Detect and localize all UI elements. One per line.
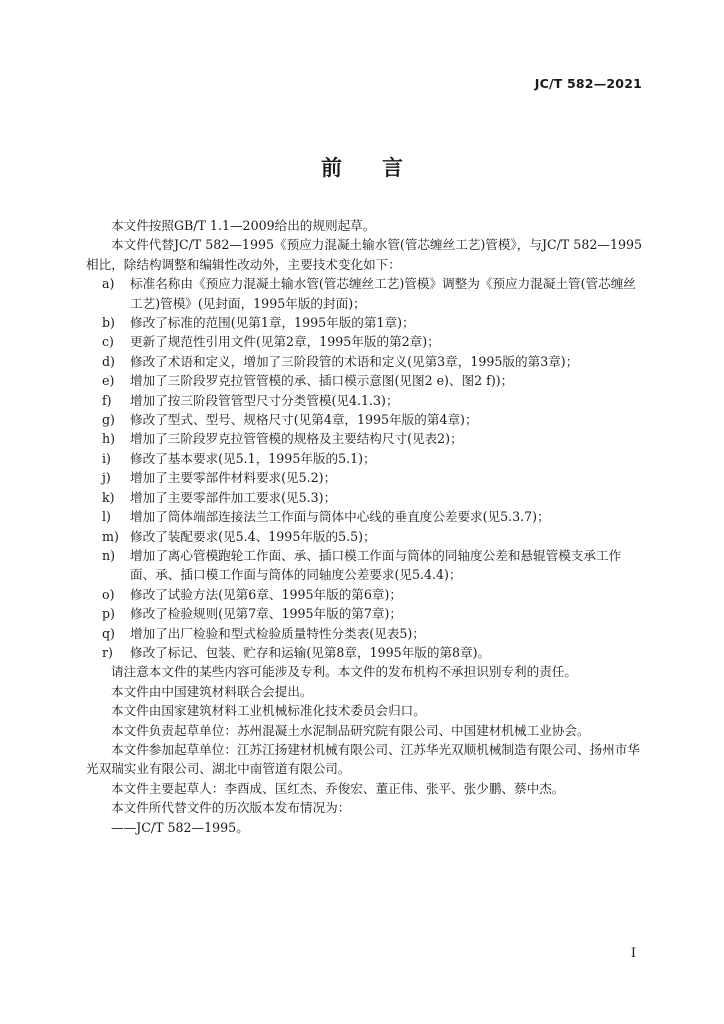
page-title bbox=[0, 152, 724, 182]
list-item bbox=[86, 643, 646, 662]
list-item bbox=[86, 546, 646, 585]
list-item-text: 修改了标记、包装、贮存和运输(见第8章，1995年版的第8章)。 bbox=[130, 644, 491, 660]
list-item-text: 增加了筒体端部连接法兰工作面与筒体中心线的垂直度公差要求(见5.3.7)； bbox=[130, 509, 550, 525]
list-item-text: 修改了试验方法(见第6章、1995年版的第6章)； bbox=[130, 586, 402, 602]
list-item-text: 增加了三阶段罗克拉管管模的承、插口模示意图(见图2 e)、图2 f))； bbox=[130, 373, 514, 389]
list-item bbox=[86, 585, 646, 604]
list-item-label: m) bbox=[102, 528, 119, 544]
list-item-text: 修改了型式、型号、规格尺寸(见第4章，1995年版的第4章)； bbox=[130, 412, 478, 428]
title-char-2: 言 bbox=[382, 156, 403, 180]
standard-number: JC/T 582—2021 bbox=[534, 76, 642, 91]
list-item bbox=[86, 507, 646, 526]
list-item bbox=[86, 313, 646, 332]
list-item-label: f) bbox=[102, 392, 112, 408]
list-item-text: 修改了装配要求(见5.4、1995年版的5.5)； bbox=[130, 528, 376, 544]
page-number: I bbox=[630, 946, 636, 961]
list-item-text: 增加了主要零部件材料要求(见5.2)； bbox=[130, 470, 337, 486]
list-item bbox=[86, 604, 646, 623]
list-item bbox=[86, 468, 646, 487]
list-item-label: l) bbox=[102, 509, 111, 525]
list-item-label: p) bbox=[102, 606, 115, 622]
list-item-text: 增加了离心管模跑轮工作面、承、插口模工作面与筒体的同轴度公差和悬辊管模支承工作面、承、插口模工作面与筒体的同轴度公差要求(见5.4.4)； bbox=[130, 547, 622, 583]
list-item bbox=[86, 391, 646, 410]
main-drafters: 本文件主要起草人：李酉成、匡红杰、乔俊宏、董正伟、张平、张少鹏、蔡中杰。 bbox=[111, 780, 565, 796]
version-history-item: ——JC/T 582—1995。 bbox=[111, 819, 249, 835]
list-item-text: 修改了术语和定义，增加了三阶段管的术语和定义(见第3章，1995版的第3章)； bbox=[130, 353, 579, 369]
list-item-label: a) bbox=[102, 276, 115, 292]
list-item-label: n) bbox=[102, 547, 116, 563]
list-item-text: 增加了主要零部件加工要求(见5.3)； bbox=[130, 489, 337, 505]
list-item-text: 标准名称由《预应力混凝土输水管(管芯缠丝工艺)管模》调整为《预应力混凝土管(管芯缠丝工艺)管模》(见封面，1995年版的封面)； bbox=[130, 276, 636, 311]
list-item-text: 修改了检验规则(见第7章、1995年版的第7章)； bbox=[130, 606, 402, 622]
list-item bbox=[86, 429, 646, 448]
list-item-label: h) bbox=[102, 431, 116, 447]
list-item-label: o) bbox=[102, 586, 115, 602]
list-item-text: 增加了出厂检验和型式检验质量特性分类表(见表5)； bbox=[130, 625, 425, 641]
list-item-text: 更新了规范性引用文件(见第2章，1995年版的第2章)； bbox=[130, 334, 440, 350]
list-item-label: e) bbox=[102, 373, 115, 389]
list-item bbox=[86, 274, 646, 313]
list-item-text: 修改了标准的范围(见第1章，1995年版的第1章)； bbox=[130, 315, 415, 331]
list-item bbox=[86, 449, 646, 468]
list-item-label: k) bbox=[102, 489, 115, 505]
list-item-label: d) bbox=[102, 353, 115, 369]
list-item-text: 增加了三阶段罗克拉管管模的规格及主要结构尺寸(见表2)； bbox=[130, 431, 463, 447]
committee-statement: 本文件由国家建筑材料工业机械标准化技术委员会归口。 bbox=[111, 703, 426, 719]
list-item-label: b) bbox=[102, 315, 115, 331]
list-item bbox=[86, 410, 646, 429]
list-item bbox=[86, 332, 646, 351]
list-item-label: i) bbox=[102, 450, 111, 466]
lead-drafting-units: 本文件负责起草单位：苏州混凝土水泥制品研究院有限公司、中国建材机械工业协会。 bbox=[111, 722, 590, 738]
proposer-statement: 本文件由中国建筑材料联合会提出。 bbox=[111, 683, 313, 699]
document-body bbox=[86, 216, 646, 837]
list-item-label: j) bbox=[102, 470, 111, 486]
list-item bbox=[86, 352, 646, 371]
intro-paragraph-2: 本文件代替JC/T 582—1995《预应力混凝土输水管(管芯缠丝工艺)管模》，与JC/T 582—1995相比，除结构调整和编辑性改动外，主要技术变化如下： bbox=[86, 237, 642, 272]
participating-drafting-units: 本文件参加起草单位：江苏江扬建材机械有限公司、江苏华光双顺机械制造有限公司、扬州市华光双瑞实业有限公司、湖北中南管道有限公司。 bbox=[86, 741, 640, 777]
title-char-1: 前 bbox=[321, 156, 342, 180]
list-item bbox=[86, 488, 646, 507]
list-item-label: r) bbox=[102, 644, 113, 660]
intro-paragraph-1: 本文件按照GB/T 1.1—2009给出的规则起草。 bbox=[111, 218, 376, 233]
list-item-label: g) bbox=[102, 412, 115, 428]
list-item bbox=[86, 624, 646, 643]
patent-notice: 请注意本文件的某些内容可能涉及专利。本文件的发布机构不承担识别专利的责任。 bbox=[111, 664, 577, 680]
version-history-heading: 本文件所代替文件的历次版本发布情况为： bbox=[111, 800, 351, 816]
list-item bbox=[86, 371, 646, 390]
list-item bbox=[86, 527, 646, 546]
changes-list bbox=[86, 274, 646, 662]
list-item-label: q) bbox=[102, 625, 115, 641]
list-item-text: 增加了按三阶段管管型尺寸分类管模(见4.1.3)； bbox=[130, 392, 399, 408]
list-item-label: c) bbox=[102, 334, 114, 350]
list-item-text: 修改了基本要求(见5.1，1995年版的5.1)； bbox=[130, 450, 376, 466]
